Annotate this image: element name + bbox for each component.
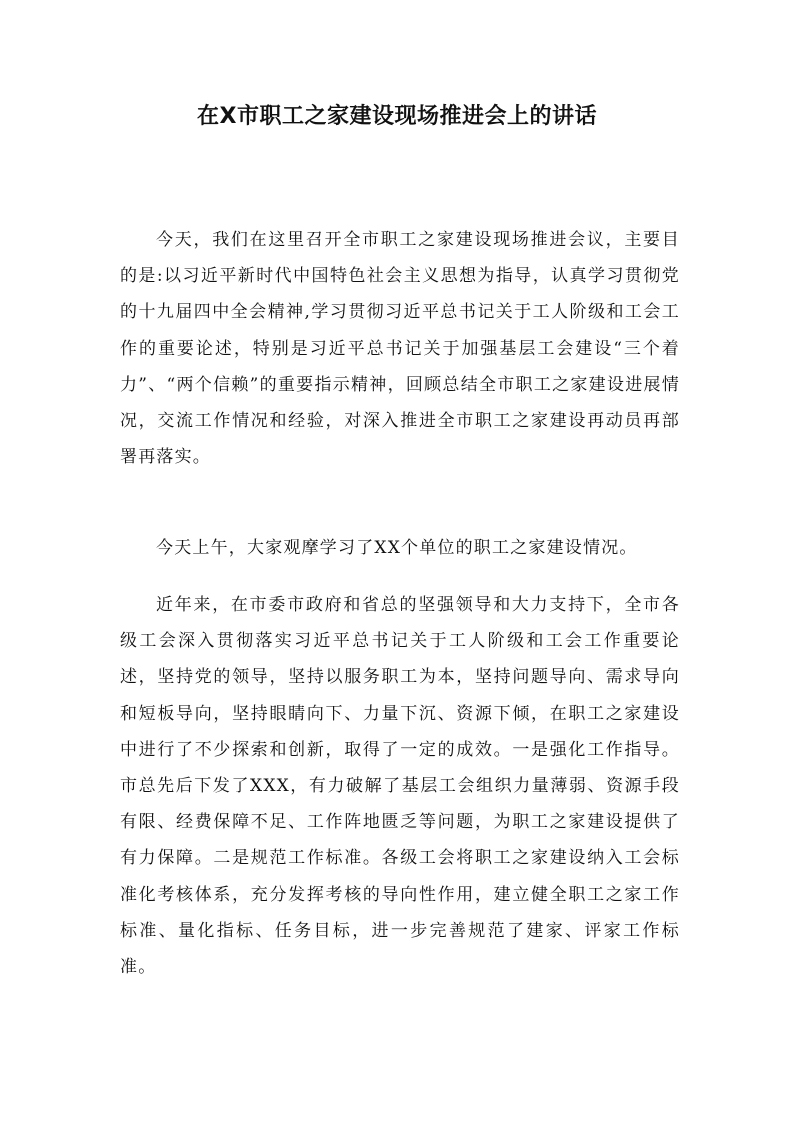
- paragraph-meeting-purpose: 今天，我们在这里召开全市职工之家建设现场推进会议，主要目的是:以习近平新时代中国特色社会主义思想为指导，认真学习贯彻党的十九届四中全会精神,学习贯彻习近平总书记关于工人阶级和工会工作的重要论述，特别是习近平总书记关于加强基层工会建设“三个着力”、“两个信赖”的重要指示精神，回顾总结全市职工之家建设进展情况，交流工作情况和经验，对深入推进全市职工之家建设再动员再部署再落实。: [120, 230, 680, 468]
- paragraph-morning-visit: 今天上午，大家观摩学习了XX个单位的职工之家建设情况。: [156, 538, 638, 558]
- document-title: 在X市职工之家建设现场推进会上的讲话: [197, 104, 597, 129]
- paragraph-recent-progress: 近年来，在市委市政府和省总的坚强领导和大力支持下，全市各级工会深入贯彻落实习近平总书记关于工人阶级和工会工作重要论述，坚持党的领导，坚持以服务职工为本，坚持问题导向、需求导向和短板导向，坚持眼睛向下、力量下沉、资源下倾，在职工之家建设中进行了不少探索和创新，取得了一定的成效。一是强化工作指导。市总先后下发了XXX，有力破解了基层工会组织力量薄弱、资源手段有限、经费保障不足、工作阵地匮乏等问题，为职工之家建设提供了有力保障。二是规范工作标准。各级工会将职工之家建设纳入工会标准化考核体系，充分发挥考核的导向性作用，建立健全职工之家工作标准、量化指标、任务目标，进一步完善规范了建家、评家工作标准。: [120, 595, 680, 978]
